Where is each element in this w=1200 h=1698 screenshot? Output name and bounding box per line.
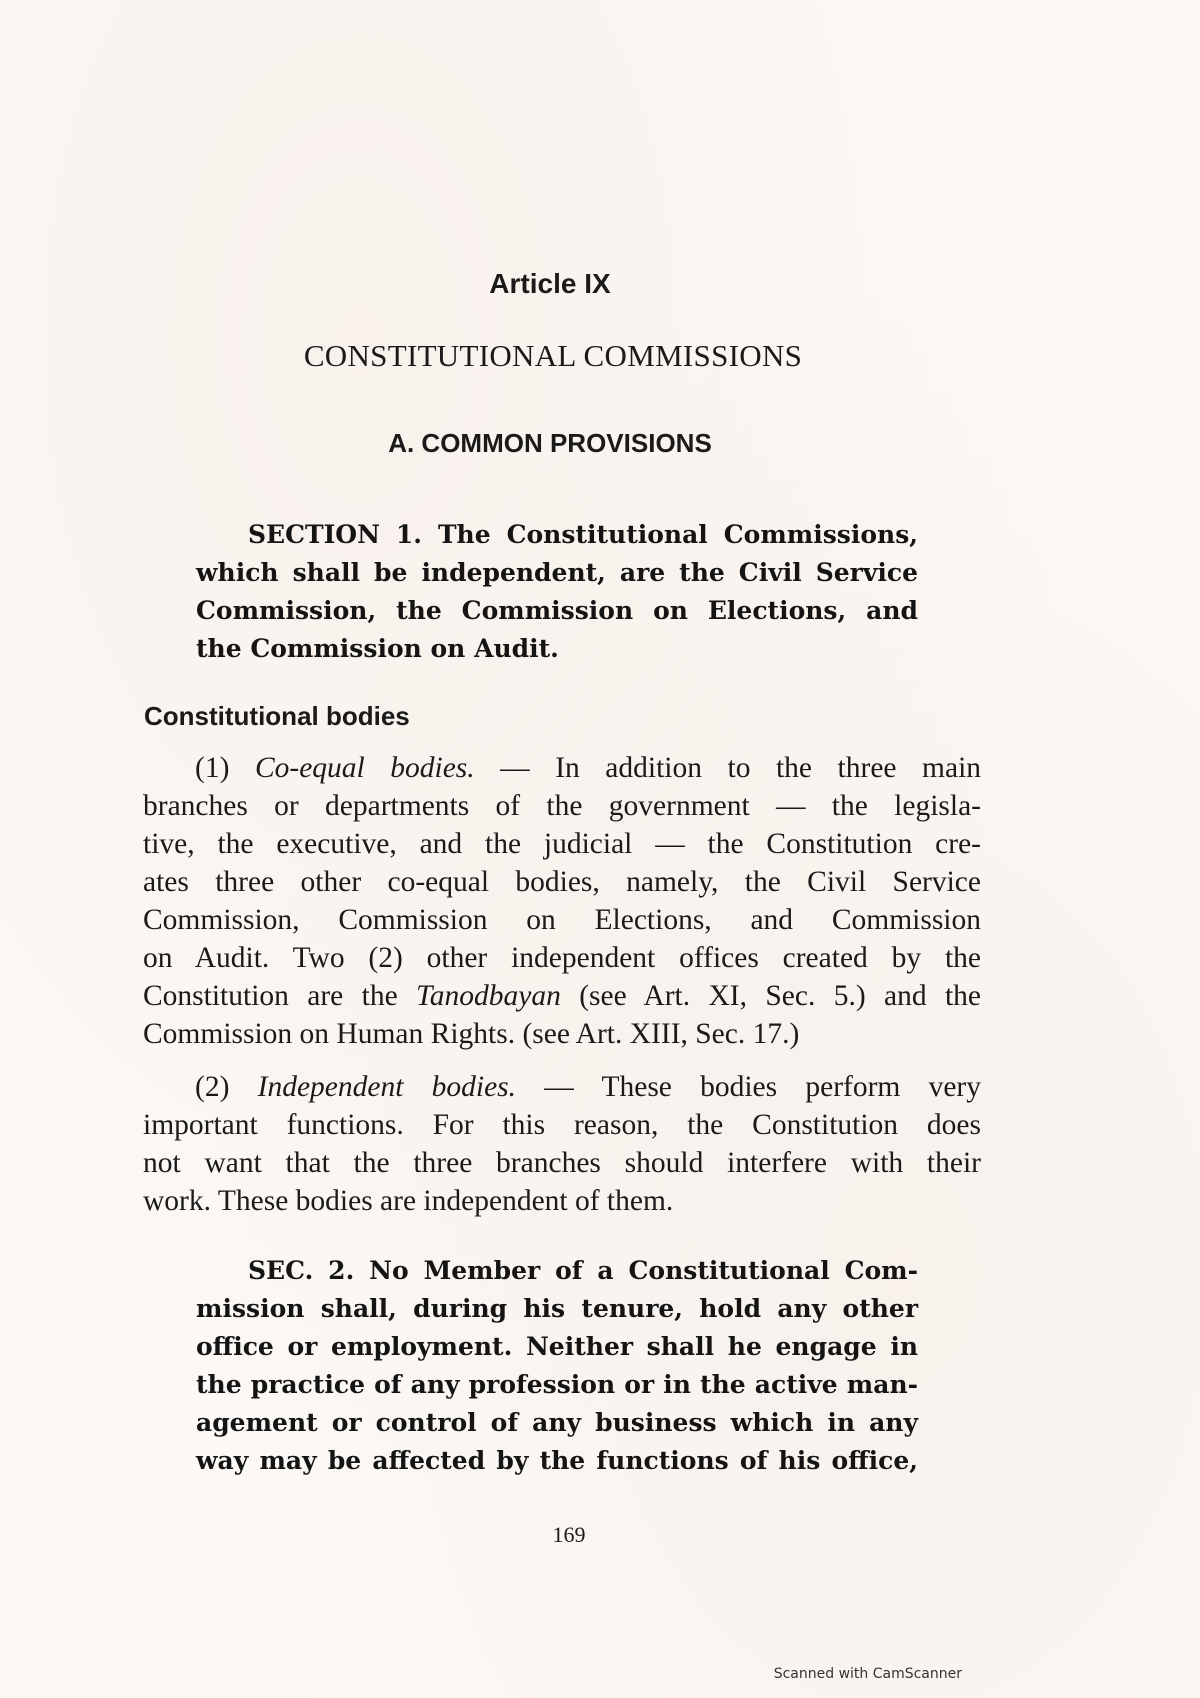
paragraph-line xyxy=(143,977,981,1015)
paragraph-co-equal-bodies xyxy=(143,749,981,1053)
section-heading: Constitutional bodies xyxy=(144,701,410,731)
provision-line: the practice of any profession or in the active man- xyxy=(196,1370,918,1399)
paragraph-line: Commission on Human Rights. (see Art. XIII, Sec. 17.) xyxy=(143,1018,800,1050)
paragraph-line: important functions. For this reason, the Constitution does xyxy=(143,1109,981,1141)
provision-line: mission shall, during his tenure, hold any other xyxy=(196,1294,918,1323)
provision-line: way may be affected by the functions of his office, xyxy=(196,1446,918,1475)
sub-title: A. COMMON PROVISIONS xyxy=(388,428,712,458)
paragraph-text: (see Art. XI, Sec. 5.) and the xyxy=(579,980,982,1012)
section-2-provision xyxy=(196,1252,918,1480)
paragraph-text: — In addition to the three main xyxy=(474,752,982,784)
paragraph-line: tive, the executive, and the judicial — the Constitution cre- xyxy=(143,828,981,860)
paragraph-number: (2) xyxy=(195,1071,230,1103)
paragraph-independent-bodies xyxy=(143,1068,981,1220)
provision-line: SECTION 1. The Constitutional Commissions, xyxy=(248,520,918,549)
article-title: Article IX xyxy=(489,268,611,299)
part-title: CONSTITUTIONAL COMMISSIONS xyxy=(303,338,803,373)
paragraph-number: (1) xyxy=(195,752,230,784)
paragraph-term: Independent bodies. xyxy=(257,1071,517,1103)
provision-line: SEC. 2. No Member of a Constitutional Com- xyxy=(248,1256,918,1285)
paragraph-line: not want that the three branches should interfere with their xyxy=(143,1147,981,1179)
paragraph-line xyxy=(143,749,981,787)
paragraph-line: ates three other co-equal bodies, namely, the Civil Service xyxy=(143,866,981,898)
paragraph-line: Commission, Commission on Elections, and Commission xyxy=(143,904,981,936)
paragraph-text: — These bodies perform very xyxy=(516,1071,981,1103)
paragraph-line: work. These bodies are independent of them. xyxy=(143,1185,674,1217)
section-1-provision xyxy=(196,516,918,668)
provision-line: the Commission on Audit. xyxy=(196,634,559,663)
provision-line: which shall be independent, are the Civil Service xyxy=(196,558,918,587)
scanner-watermark: Scanned with CamScanner xyxy=(773,1666,962,1682)
paragraph-line: on Audit. Two (2) other independent offices created by the xyxy=(143,942,981,974)
paragraph-line: branches or departments of the government — the legisla- xyxy=(143,790,981,822)
page-number: 169 xyxy=(552,1522,586,1547)
paragraph-term: Co-equal bodies. xyxy=(254,752,475,784)
paragraph-term: Tanodbayan xyxy=(416,980,561,1012)
paragraph-text: Constitution are the xyxy=(143,980,417,1012)
provision-line: agement or control of any business which in any xyxy=(196,1408,918,1437)
provision-line: office or employment. Neither shall he engage in xyxy=(196,1332,918,1361)
paragraph-line xyxy=(143,1068,981,1106)
provision-line: Commission, the Commission on Elections, and xyxy=(196,596,918,625)
